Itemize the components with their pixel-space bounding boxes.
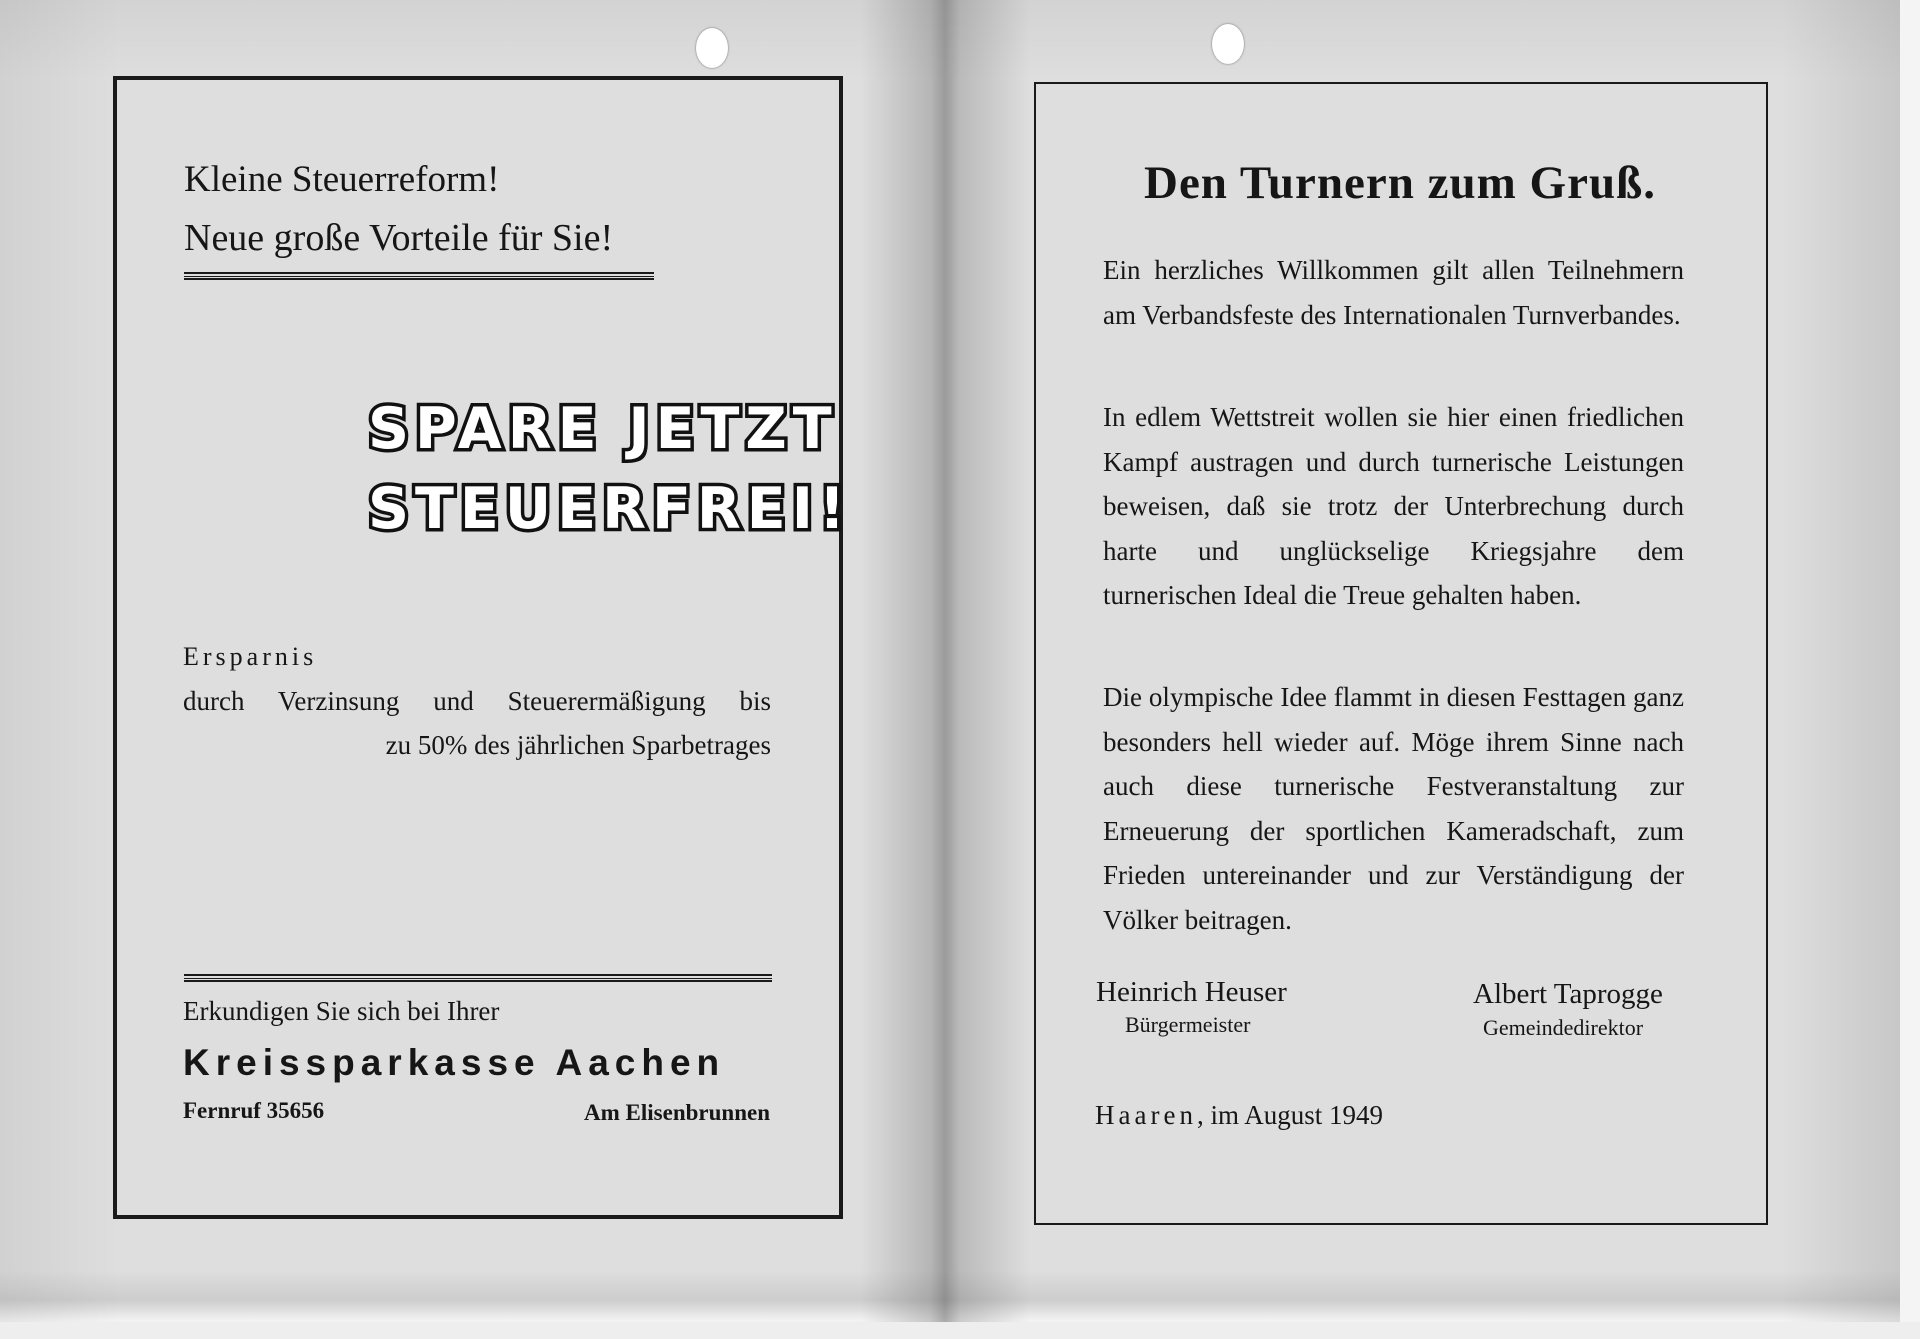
- signatory-1-name: Heinrich Heuser: [1096, 976, 1287, 1008]
- ad-slogan-line2: STEUERFREI!: [368, 476, 851, 542]
- ad-address: Am Elisenbrunnen: [584, 1100, 770, 1125]
- ad-headline-line1: Kleine Steuerreform!: [184, 159, 500, 200]
- ad-savings-line1: durch Verzinsung und Steuerermäßigung bis: [183, 686, 771, 716]
- ad-savings-label: Ersparnis: [183, 642, 318, 671]
- date-text: , im August 1949: [1196, 1100, 1383, 1130]
- scan-margin-right: [1900, 0, 1920, 1339]
- signatory-2-name: Albert Taprogge: [1473, 978, 1663, 1010]
- greeting-title: Den Turnern zum Gruß.: [1144, 157, 1656, 209]
- signatory-2-title: Gemeindedirektor: [1483, 1015, 1644, 1040]
- ad-inquire-text: Erkundigen Sie sich bei Ihrer: [183, 996, 500, 1026]
- ad-slogan-line1: SPARE JETZT: [368, 396, 838, 462]
- ad-divider-top: [184, 272, 654, 280]
- ad-headline-line2: Neue große Vorteile für Sie!: [184, 217, 614, 259]
- greeting-paragraph-3: Die olympische Idee flammt in diesen Festtagen ganz besonders hell wieder auf. Möge ihrem Sinne nach auch diese turnerische Festveranstaltung zur Erneuerung der sportlichen Kameradschaft, zum Frieden untereinander und zur Verständigung der Völker beitragen.: [1103, 682, 1684, 935]
- punch-hole-left: [696, 28, 728, 68]
- punch-hole-right: [1212, 24, 1244, 64]
- scan-margin-bottom: [0, 1322, 1920, 1339]
- place-and-date: [1095, 1100, 1383, 1131]
- ad-savings-line2: zu 50% des jährlichen Sparbetrages: [385, 730, 771, 760]
- ad-bank-name: Kreissparkasse Aachen: [183, 1042, 726, 1083]
- place-name: Haaren: [1095, 1100, 1197, 1130]
- ad-divider-bottom: [184, 974, 772, 982]
- greeting-paragraph-2: In edlem Wettstreit wollen sie hier einen friedlichen Kampf austragen und durch turnerische Leistungen beweisen, daß sie trotz der Unterbrechung durch harte und unglückselige Kriegsjahre dem turnerischen Ideal die Treue gehalten haben.: [1103, 402, 1684, 610]
- ad-phone: Fernruf 35656: [183, 1098, 325, 1123]
- signatory-1-title: Bürgermeister: [1125, 1012, 1251, 1037]
- greeting-paragraph-1: Ein herzliches Willkommen gilt allen Teilnehmern am Verbandsfeste des Internationalen Turnverbandes.: [1103, 255, 1684, 330]
